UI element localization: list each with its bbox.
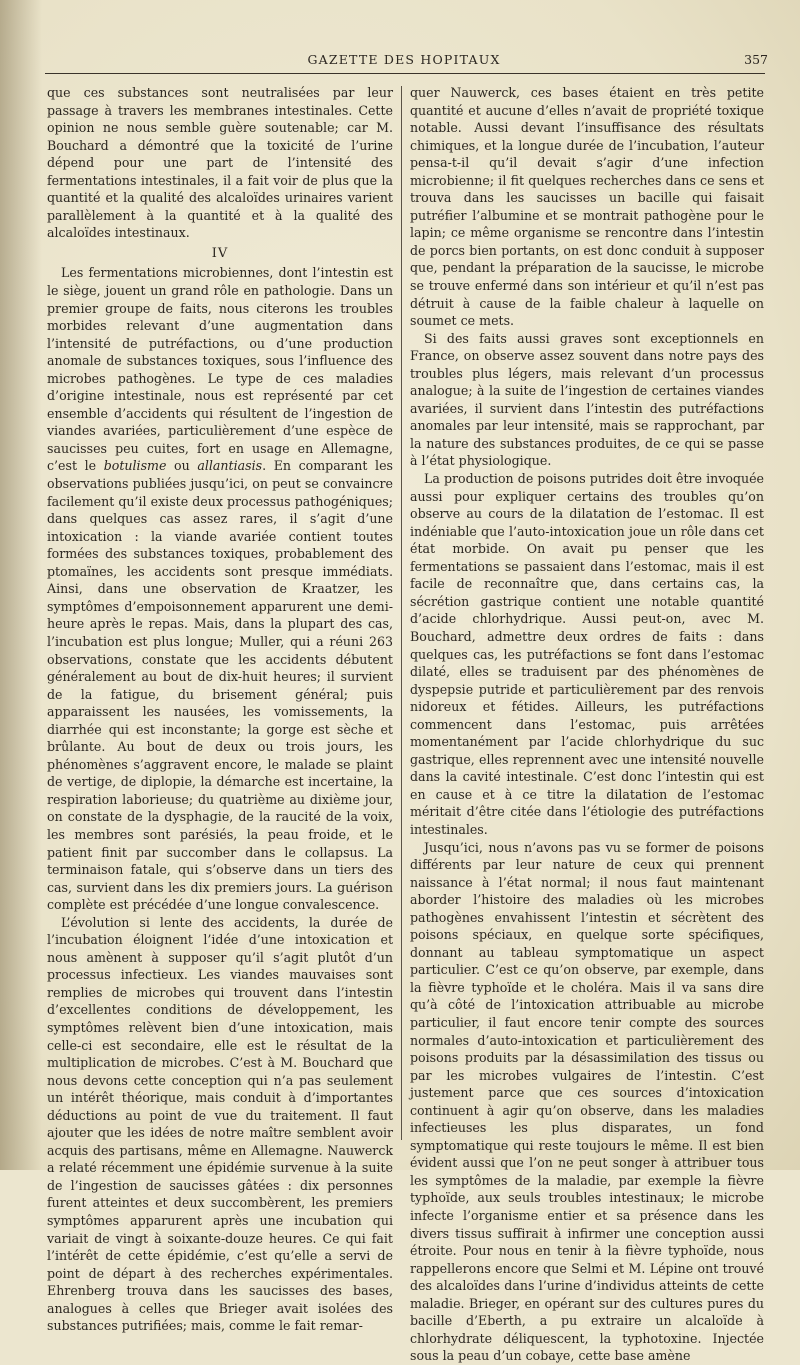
text-run: ou [166, 458, 198, 474]
header-rule [45, 73, 765, 74]
page-header [40, 50, 768, 72]
page-number: 357 [744, 52, 768, 67]
text-run: Les fermentations microbiennes, dont l’intestin est le siège, jouent un grand rôle en pathologie. Dans un premier groupe de faits, nous citerons les troubles morbides relevant d’une augmentation dans l’intensité de putréfactions, ou d’une production anomale de substances toxiques, sous l’influence des microbes pathogènes. Le type de ces maladies d’origine intestinale, nous est représenté par cet ensemble d’accidents qui résultent de l’ingestion de viandes avariées, particulièrement d’une espèce de saucisses peu cuites, fort en usage en Allemagne, c’est le [47, 265, 393, 474]
paragraph [47, 264, 393, 913]
paragraph: L’évolution si lente des accidents, la durée de l’incubation éloignent l’idée d’une intoxication et nous amènent à supposer qu’il s’agit plutôt d’un processus infectieux. Les viandes mauvaises sont remplies de microbes qui trouvent dans l’intestin d’excellentes conditions de développement, les symptômes relèvent bien d’une intoxication, mais celle-ci est secondaire, elle est le résultat de la multiplication de microbes. C’est à M. Bouchard que nous devons cette conception qui n’a pas seulement un intérêt théorique, mais conduit à d’importantes déductions au point de vue du traitement. Il faut ajouter que les idées de notre maître semblent avoir acquis des partisans, même en Allemagne. Nauwerck a relaté récemment une épidémie survenue à la suite de l’ingestion de saucisses gâtées : dix personnes furent atteintes et deux succombèrent, les premiers symptômes apparurent après une incubation qui variait de vingt à soixante-douze heures. Ce qui fait l’intérêt de cette épidémie, c’est qu’elle a servi de point de départ à des recherches expérimentales. Ehrenberg trouva dans les saucisses des bases, analogues à celles que Brieger avait isolées des substances putrifiées; mais, comme le fait remar- [47, 914, 393, 1334]
right-column [410, 84, 764, 1365]
left-column [47, 84, 393, 1335]
paragraph: quer Nauwerck, ces bases étaient en très petite quantité et aucune d’elles n’avait de propriété toxique notable. Aussi devant l’insuffisance des résultats chimiques, et la longue durée de l’incubation, l’auteur pensa-t-il qu’il devait s’agir d’une infection microbienne; il fit quelques recherches dans ce sens et trouva dans les saucisses un bacille qui faisait putréfier l’albumine et se montrait pathogène pour le lapin; ce même organisme se rencontre dans l’intestin de porcs bien portants, on est donc conduit à supposer que, pendant la préparation de la saucisse, le microbe se trouve enfermé dans son intérieur et qu’il n’est pas détruit à cause de la faible chaleur à laquelle on soumet ce mets. [410, 85, 764, 329]
text-run: . En comparant les observations publiées jusqu’ici, on peut se convaincre facilement qu’il existe deux processus pathogéniques; dans quelques cas assez rares, il s’agit d’une intoxication : la viande avariée contient toutes formées des substances toxiques, probablement des ptomaïnes, les accidents sont presque immédiats. Ainsi, dans une observation de Kraatzer, les symptômes d’empoisonnement apparurent une demi-heure après le repas. Mais, dans la plupart des cas, l’incubation est plus longue; Muller, qui a réuni 263 observations, constate que les accidents débutent généralement au bout de dix-huit heures; il survient de la fatigue, du brisement général; puis apparaissent les nausées, les vomissements, la diarrhée qui est inconstante; la gorge est sèche et brûlante. Au bout de deux ou trois jours, les phénomènes s’aggravent encore, le malade se plaint de vertige, de diplopie, la démarche est incertaine, la respiration laborieuse; du quatrième au dixième jour, on constate de la dysphagie, de la raucité de la voix, les membres sont parésiés, la peau froide, et le patient finit par succomber dans le collapsus. La terminaison fatale, qui s’observe dans un tiers des cas, survient dans les dix premiers jours. La guérison complète est précédée d’une longue convalescence. [47, 458, 393, 913]
paragraph: Jusqu’ici, nous n’avons pas vu se former de poisons différents par leur nature de ceux qui prennent naissance à l’état normal; il nous faut maintenant aborder l’histoire des maladies où les microbes pathogènes envahissent l’intestin et sécrètent des poisons spéciaux, en quelque sorte spécifiques, donnant au tableau symptomatique un aspect particulier. C’est ce qu’on observe, par exemple, dans la fièvre typhoïde et le choléra. Mais il va sans dire qu’à côté de l’intoxication attribuable au microbe particulier, il faut encore tenir compte des sources normales d’auto-intoxication et particulièrement des poisons produits par la désassimilation des tissus ou par les microbes vulgaires de l’intestin. C’est justement parce que ces sources d’intoxication continuent à agir qu’on observe, dans les maladies infectieuses les plus disparates, un fond symptomatique qui reste toujours le même. Il est bien évident aussi que l’on ne peut songer à attribuer tous les symptômes de la maladie, par exemple la fièvre typhoïde, aux seuls troubles intestinaux; le microbe infecte l’organisme entier et sa présence dans les divers tissus suffirait à infirmer une conception aussi étroite. Pour nous en tenir à la fièvre typhoïde, nous rappellerons encore que Selmi et M. Lépine ont trouvé des alcaloïdes dans l’urine d’individus atteints de cette maladie. Brieger, en opérant sur des cultures pures du bacille d’Eberth, a pu extraire un alcaloïde à chlorhydrate déliquescent, la typhotoxine. Injectée sous la peau d’un cobaye, cette base amène [410, 839, 764, 1364]
term-allantiasis: allantiasis [197, 458, 263, 474]
section-number: IV [211, 245, 229, 261]
paragraph: que ces substances sont neutralisées par leur passage à travers les membranes intestinales. Cette opinion ne nous semble guère soutenable; car M. Bouchard a démontré que la toxicité de l’urine dépend pour une part de l’intensité des fermentations intestinales, il a fait voir de plus que la quantité et la qualité des alcaloïdes urinaires varient parallèlement à la quantité et à la qualité des alcaloïdes intestinaux. [47, 85, 393, 241]
running-title: GAZETTE DES HOPITAUX [307, 52, 501, 67]
column-divider [401, 86, 402, 1140]
paragraph: Si des faits aussi graves sont exceptionnels en France, on observe assez souvent dans notre pays des troubles plus légers, mais relevant d’un processus analogue; à la suite de l’ingestion de certaines viandes avariées, il survient dans l’intestin des putréfactions anomales par leur intensité, mais se rapprochant, par la nature des substances produites, de ce qui se passe à l’état physiologique. [410, 330, 764, 469]
paragraph: La production de poisons putrides doit être invoquée aussi pour expliquer certains des troubles qu’on observe au cours de la dilatation de l’estomac. Il est indéniable que l’auto-intoxication joue un rôle dans cet état morbide. On avait pu penser que les fermentations se passaient dans l’estomac, mais il est facile de reconnaître que, dans certains cas, la sécrétion gastrique contient une notable quantité d’acide chlorhydrique. Aussi peut-on, avec M. Bouchard, admettre deux ordres de faits : dans quelques cas, les putréfactions se font dans l’estomac dilaté, elles se traduisent par des phénomènes de dyspepsie putride et particulièrement par des renvois nidoreux et fétides. Ailleurs, les putréfactions commencent dans l’estomac, puis arrêtées momentanément par l’acide chlorhydrique du suc gastrique, elles reprennent avec une intensité nouvelle dans la cavité intestinale. C’est donc l’intestin qui est en cause et à ce titre la dilatation de l’estomac méritait d’être citée dans l’étiologie des putréfactions intestinales. [410, 471, 764, 837]
term-botulisme: botulisme [103, 458, 167, 474]
binding-shadow [0, 0, 42, 1170]
